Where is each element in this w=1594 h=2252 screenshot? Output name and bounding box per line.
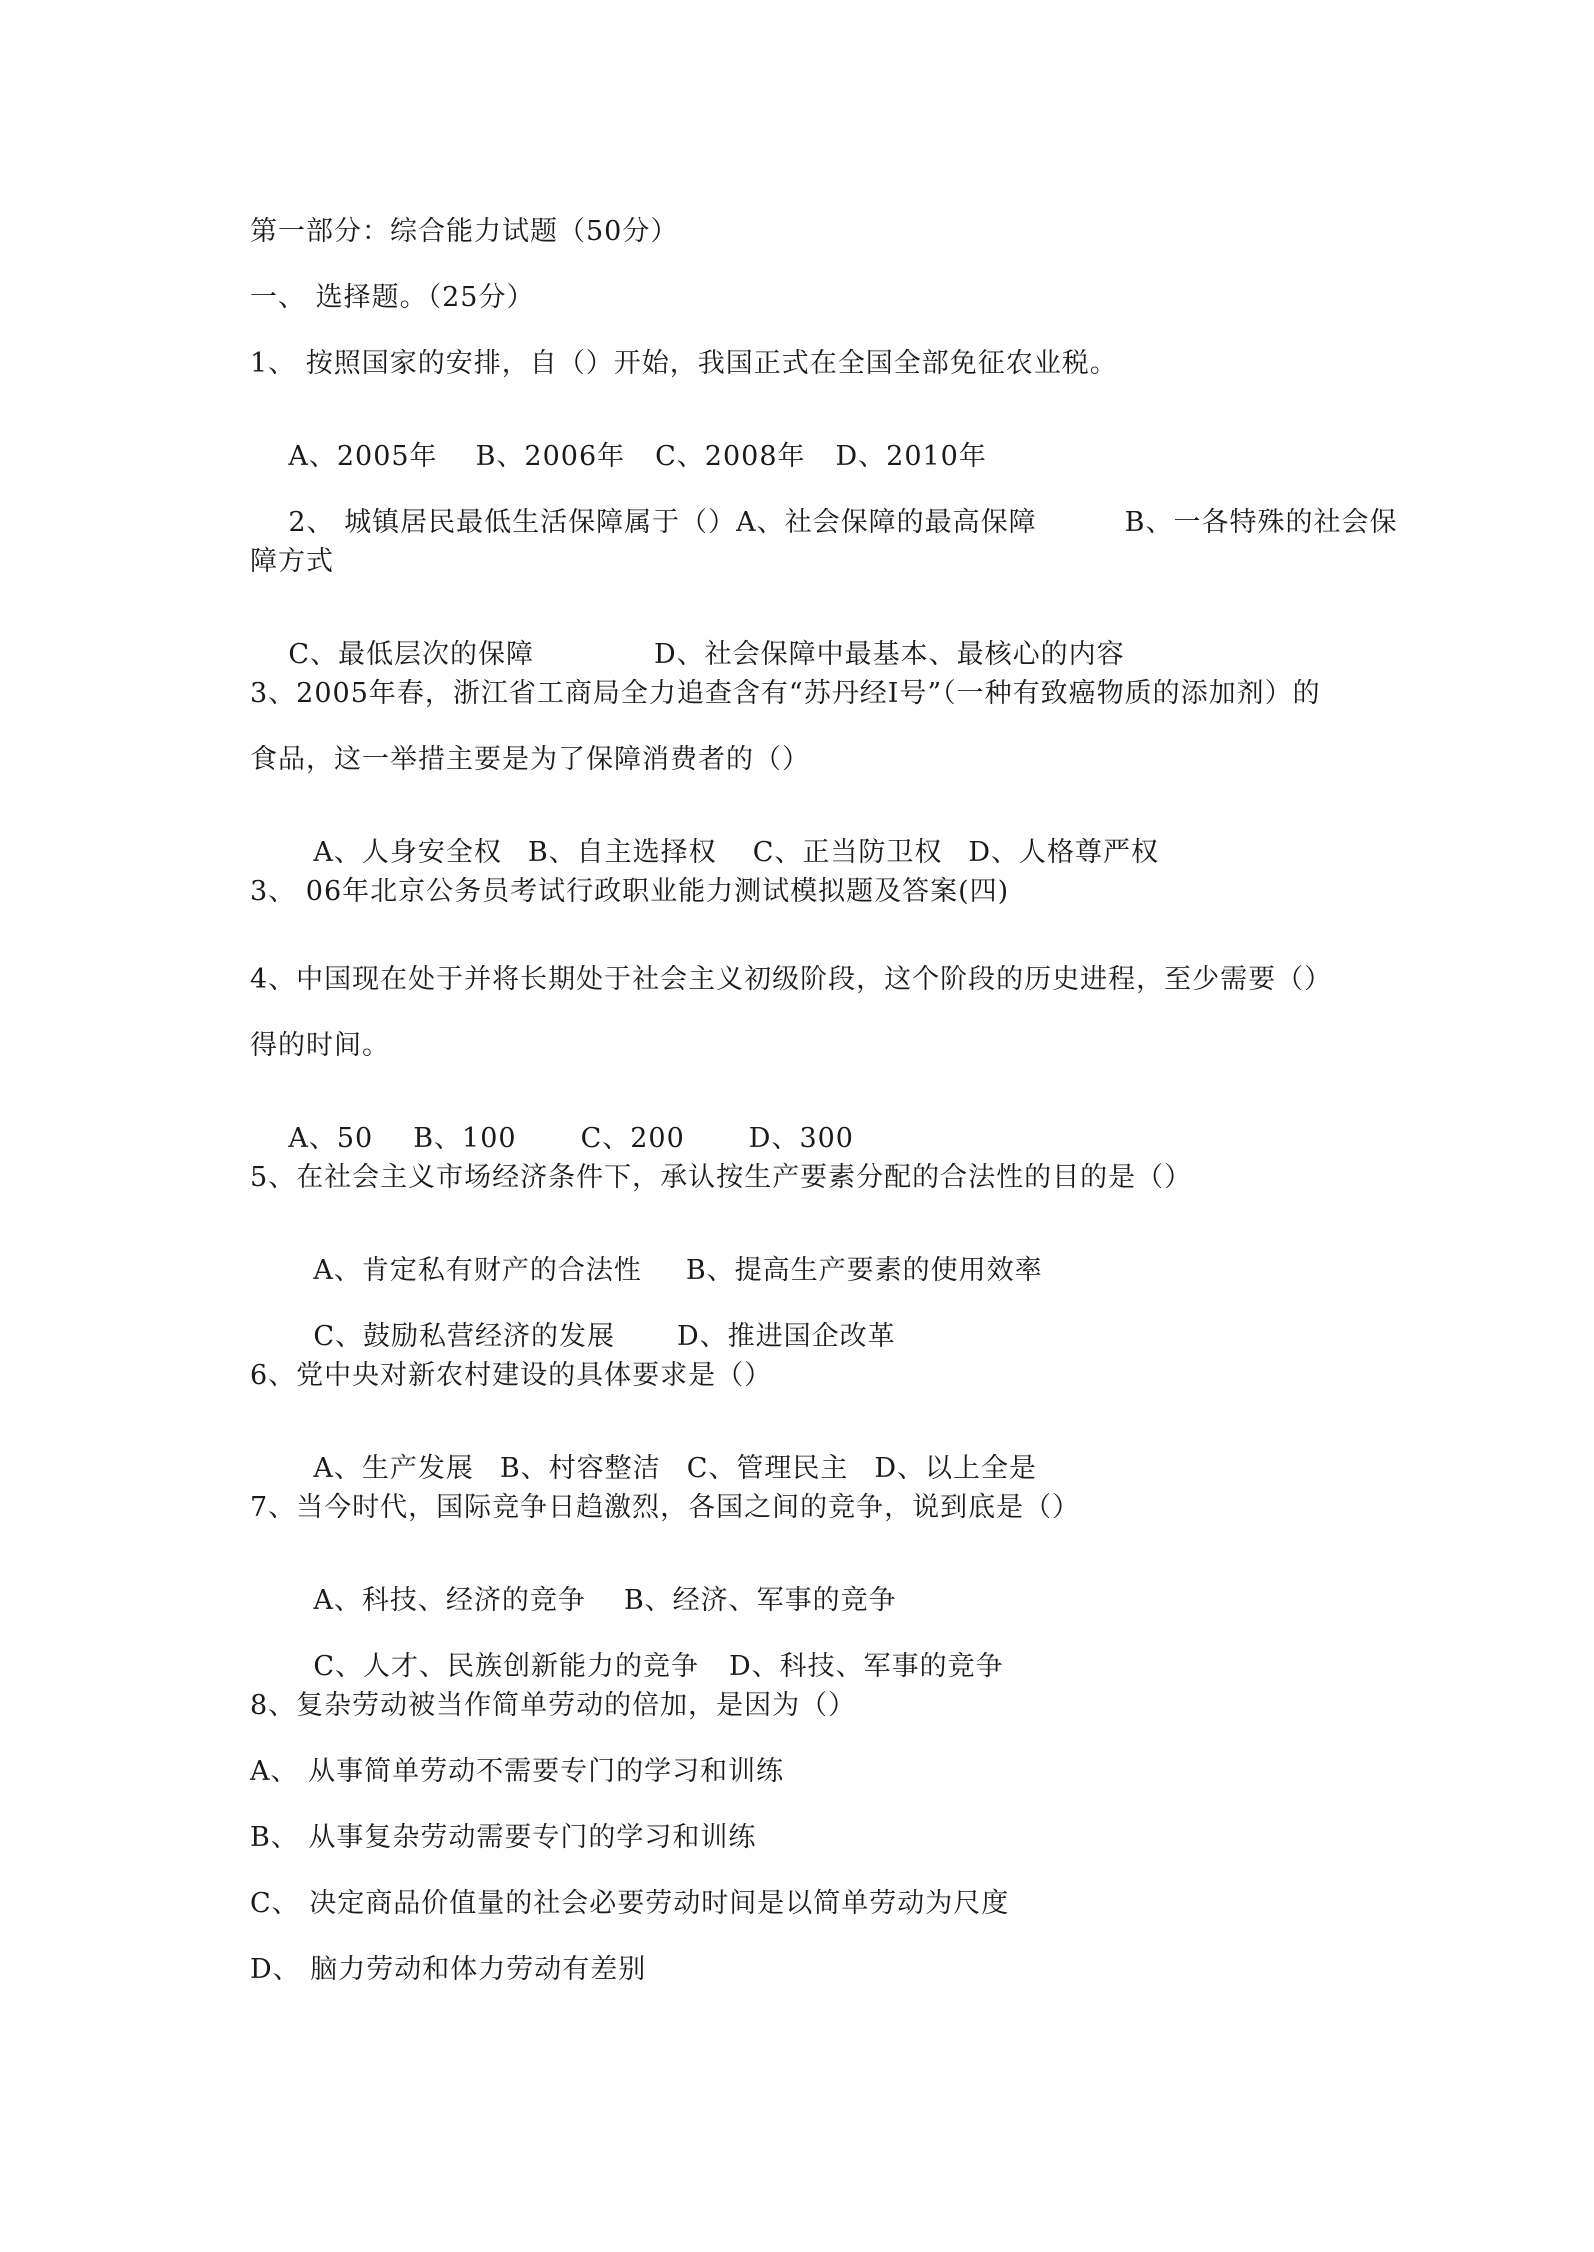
option-c: C、管理民主 xyxy=(686,1453,849,1484)
option-a: A、生产发展 xyxy=(313,1453,474,1484)
question-8-option-c: C、 决定商品价值量的社会必要劳动时间是以简单劳动为尺度 xyxy=(250,1888,1010,1919)
option-c: C、200 xyxy=(580,1123,685,1154)
option-d: D、以上全是 xyxy=(874,1453,1038,1484)
option-d: D、300 xyxy=(748,1123,854,1154)
option-a: A、科技、经济的竞争 xyxy=(313,1585,586,1616)
option-d: D、科技、军事的竞争 xyxy=(729,1651,1004,1682)
question-8-option-b: B、 从事复杂劳动需要专门的学习和训练 xyxy=(250,1822,757,1853)
question-3-stem-line-2: 食品，这一举措主要是为了保障消费者的（） xyxy=(250,744,810,775)
option-a: A、肯定私有财产的合法性 xyxy=(313,1255,642,1286)
question-4-stem-line-2: 得的时间。 xyxy=(250,1030,390,1061)
question-8-stem: 8、复杂劳动被当作简单劳动的倍加，是因为（） xyxy=(250,1690,857,1721)
exam-heading: 3、 06年北京公务员考试行政职业能力测试模拟题及答案(四) xyxy=(250,876,1010,907)
question-3-stem-line-1: 3、2005年春，浙江省工商局全力追查含有“苏丹经I号”（一种有致癌物质的添加剂）的 xyxy=(250,678,1321,709)
question-7-stem: 7、当今时代，国际竞争日趋激烈，各国之间的竞争，说到底是（） xyxy=(250,1492,1081,1523)
option-a: A、人身安全权 xyxy=(313,837,502,868)
question-6-stem: 6、党中央对新农村建设的具体要求是（） xyxy=(250,1360,773,1391)
option-b: B、100 xyxy=(413,1123,517,1154)
question-1-stem: 1、 按照国家的安排，自（）开始，我国正式在全国全部免征农业税。 xyxy=(250,348,1118,379)
option-d: D、推进国企改革 xyxy=(677,1321,896,1352)
option-d: D、人格尊严权 xyxy=(968,837,1160,868)
option-c: C、人才、民族创新能力的竞争 xyxy=(313,1651,700,1682)
option-b: B、经济、军事的竞争 xyxy=(623,1585,897,1616)
option-b: B、提高生产要素的使用效率 xyxy=(685,1255,1043,1286)
option-b: B、一各特殊的社会保 xyxy=(1124,507,1398,538)
option-b: B、自主选择权 xyxy=(527,837,717,868)
option-b: B、村容整洁 xyxy=(499,1453,661,1484)
option-d: D、社会保障中最基本、最核心的内容 xyxy=(654,639,1125,670)
section-title: 一、 选择题。（25分） xyxy=(250,282,535,313)
option-a: A、2005年 xyxy=(288,441,438,472)
question-5-stem: 5、在社会主义市场经济条件下，承认按生产要素分配的合法性的目的是（） xyxy=(250,1162,1193,1193)
option-c: C、鼓励私营经济的发展 xyxy=(313,1321,616,1352)
option-c: C、最低层次的保障 xyxy=(288,639,535,670)
question-2-stem-text: 2、 城镇居民最低生活保障属于（）A、社会保障的最高保障 xyxy=(288,507,1037,538)
option-d: D、2010年 xyxy=(835,441,987,472)
question-8-option-a: A、 从事简单劳动不需要专门的学习和训练 xyxy=(250,1756,785,1787)
question-4-stem-line-1: 4、中国现在处于并将长期处于社会主义初级阶段，这个阶段的历史进程，至少需要（） xyxy=(250,964,1333,995)
option-c: C、正当防卫权 xyxy=(752,837,943,868)
option-a: A、50 xyxy=(288,1123,374,1154)
question-8-option-d: D、 脑力劳动和体力劳动有差别 xyxy=(250,1954,647,1985)
option-b: B、2006年 xyxy=(475,441,626,472)
option-c: C、2008年 xyxy=(655,441,806,472)
question-2-stem xyxy=(250,482,1397,563)
question-2-option-b-continued: 障方式 xyxy=(250,546,334,577)
part-title: 第一部分：综合能力试题（50分） xyxy=(250,216,679,247)
